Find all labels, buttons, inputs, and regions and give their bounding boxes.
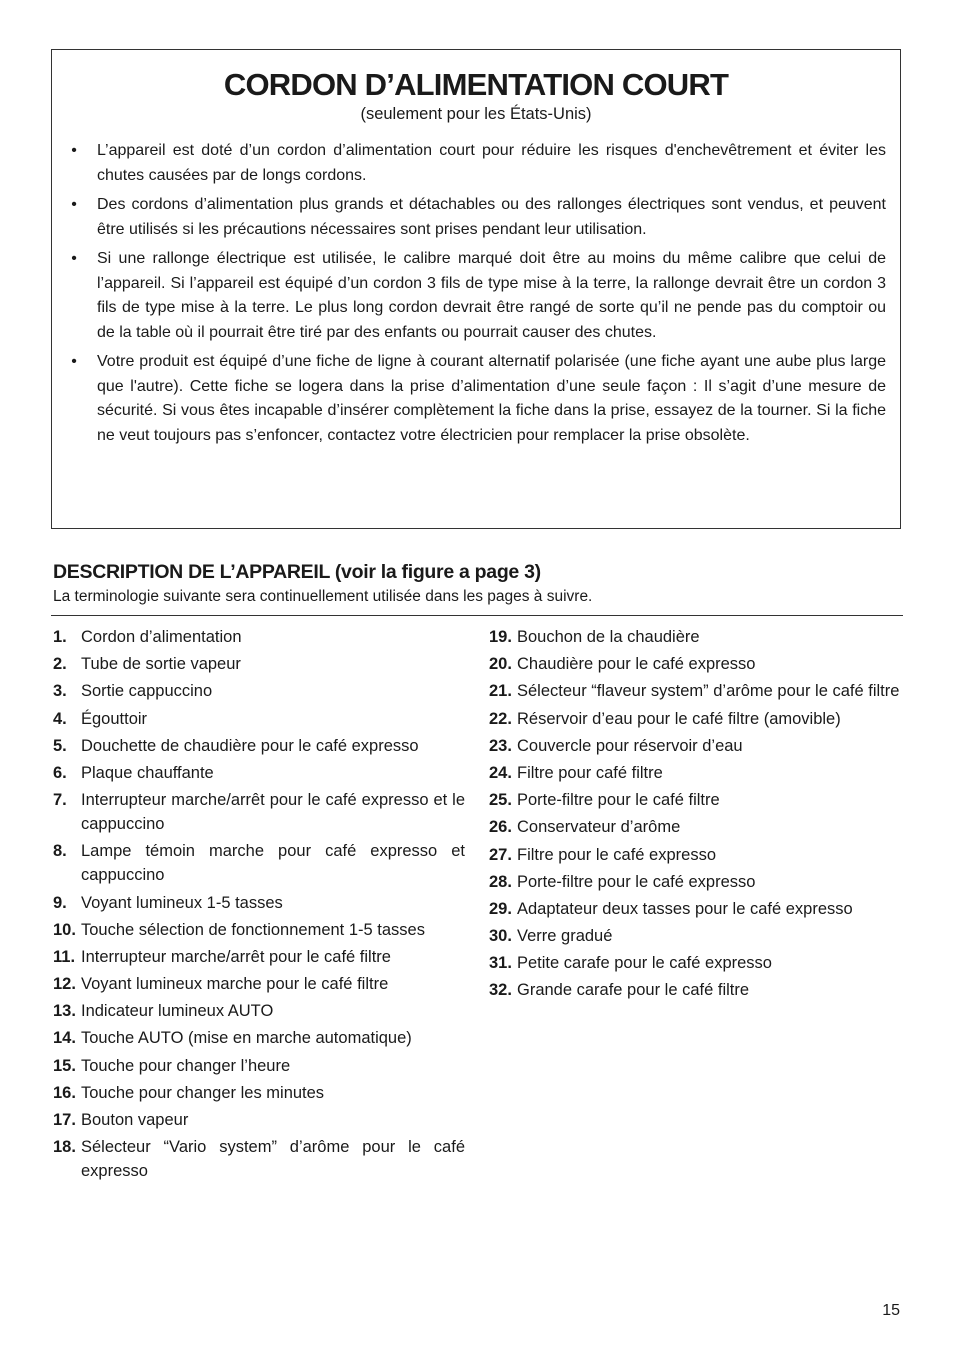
warning-bullet-item (68, 350, 886, 448)
part-number: 30. (489, 927, 512, 946)
description-heading: DESCRIPTION DE L’APPAREIL (voir la figure a page 3) (53, 561, 541, 583)
part-list-item (489, 897, 901, 921)
part-list-item (489, 924, 901, 948)
part-list-item (489, 788, 901, 812)
part-list-item (489, 625, 901, 649)
bullet-icon: • (71, 196, 77, 213)
part-list-item (53, 761, 465, 785)
warning-bullet-text: Des cordons d’alimentation plus grands et détachables ou des rallonges électriques sont vendus, et peuvent être utilisés si les précautions nécessaires sont prises pendant leur utilisation. (97, 196, 886, 238)
part-number: 32. (489, 981, 512, 1000)
part-label: Touche pour changer l’heure (81, 1056, 291, 1075)
part-label: Adaptateur deux tasses pour le café expresso (517, 899, 853, 918)
warning-title: CORDON D’ALIMENTATION COURT (223, 67, 729, 102)
part-number: 11. (53, 947, 76, 966)
part-number: 10. (53, 920, 76, 939)
parts-list-right (489, 625, 901, 1006)
part-label: Tube de sortie vapeur (81, 655, 241, 674)
warning-bullet-item (68, 139, 886, 188)
part-list-item (53, 945, 465, 969)
part-list-item (489, 815, 901, 839)
part-list-item (489, 870, 901, 894)
part-label: Sélecteur “flaveur system” d’arôme pour le café filtre (517, 682, 900, 701)
bullet-icon: • (71, 250, 77, 267)
part-list-item (53, 918, 465, 942)
part-list-item (489, 951, 901, 975)
part-list-item (53, 1054, 465, 1078)
part-list-item (489, 734, 901, 758)
part-list-item (53, 972, 465, 996)
parts-list-left (53, 625, 465, 1186)
part-list-item (489, 761, 901, 785)
bullet-icon: • (71, 142, 77, 159)
warning-bullet-item (68, 247, 886, 345)
warning-subtitle: (seulement pour les États-Unis) (360, 105, 592, 123)
part-list-item (489, 707, 901, 731)
part-label: Chaudière pour le café expresso (517, 655, 756, 674)
part-label: Bouton vapeur (81, 1111, 189, 1129)
warning-bullet-text: Votre produit est équipé d’une fiche de ligne à courant alternatif polarisée (une fiche ayant une aube plus large que l'autre). Cette fiche se logera dans la prise d’alimentation d’une seule façon : Il s’agit d’une mesure de sécurité. Si vous êtes incapable d’insérer complètement la fiche dans la prise, essayez de la tourner. Si la fiche ne veut toujours pas s’enfoncer, contactez votre électricien pour remplacer la prise obsolète. (97, 353, 886, 444)
part-label: Plaque chauffante (81, 763, 214, 782)
part-list-item (489, 679, 901, 703)
part-label: Interrupteur marche/arrêt pour le café filtre (81, 947, 391, 966)
part-list-item (53, 1081, 465, 1105)
part-number: 15. (53, 1056, 76, 1075)
part-list-item (53, 707, 465, 731)
part-label: Indicateur lumineux AUTO (81, 1002, 274, 1021)
part-label: Cordon d’alimentation (81, 628, 242, 646)
part-list-item (53, 734, 465, 758)
part-label: Bouchon de la chaudière (517, 628, 700, 646)
part-number: 6. (53, 763, 67, 782)
part-number: 4. (53, 709, 67, 728)
warning-box (51, 49, 901, 529)
part-label: Filtre pour le café expresso (517, 845, 717, 864)
part-label: Égouttoir (81, 709, 148, 728)
part-list-item (53, 679, 465, 703)
part-label: Touche sélection de fonctionnement 1-5 tasses (81, 920, 425, 939)
part-label: Voyant lumineux marche pour le café filtre (81, 975, 389, 994)
part-label: Interrupteur marche/arrêt pour le café expresso et le cappuccino (81, 791, 465, 834)
part-number: 16. (53, 1083, 76, 1102)
part-number: 19. (489, 628, 512, 646)
part-number: 22. (489, 709, 512, 728)
part-label: Douchette de chaudière pour le café expresso (81, 736, 419, 755)
part-label: Petite carafe pour le café expresso (517, 954, 772, 973)
warning-bullet-item (68, 193, 886, 242)
part-number: 28. (489, 872, 512, 891)
part-number: 27. (489, 845, 512, 864)
part-number: 18. (53, 1138, 76, 1157)
section-divider (51, 615, 903, 616)
part-number: 21. (489, 682, 512, 701)
part-label: Porte-filtre pour le café filtre (517, 791, 720, 810)
bullet-icon: • (71, 353, 77, 370)
part-list-item (53, 625, 465, 649)
part-label: Conservateur d’arôme (517, 818, 681, 837)
warning-bullet-text: Si une rallonge électrique est utilisée, le calibre marqué doit être au moins du même calibre que celui de l’appareil. Si l’appareil est équipé d’un cordon 3 fils de type mise à la terre, la rallonge devrait être un cordon 3 fils de type mise à la terre. Le plus long cordon devrait être rangé de sorte qu’il ne pende pas du comptoir ou de la table où il pourrait être tiré par des enfants ou pourrait causer des chutes. (97, 250, 886, 341)
part-number: 14. (53, 1029, 76, 1048)
part-label: Porte-filtre pour le café expresso (517, 872, 756, 891)
part-list-item (53, 652, 465, 676)
part-number: 24. (489, 763, 512, 782)
warning-bullet-text: L’appareil est doté d’un cordon d’alimentation court pour réduire les risques d'enchevêtrement et éviter les chutes causées par de longs cordons. (97, 142, 886, 184)
part-list-item (53, 891, 465, 915)
part-number: 9. (53, 893, 67, 912)
part-label: Verre gradué (517, 927, 613, 946)
part-label: Sélecteur “Vario system” d’arôme pour le café expresso (81, 1138, 465, 1181)
warning-bullet-list (68, 139, 886, 453)
part-list-item (53, 1108, 465, 1132)
part-list-item (53, 1135, 465, 1183)
page-number: 15 (882, 1302, 900, 1319)
part-number: 8. (53, 842, 67, 861)
part-number: 12. (53, 975, 76, 994)
part-number: 17. (53, 1111, 76, 1129)
part-label: Filtre pour café filtre (517, 763, 663, 782)
part-number: 26. (489, 818, 512, 837)
part-label: Touche pour changer les minutes (81, 1083, 325, 1102)
part-list-item (489, 652, 901, 676)
part-number: 13. (53, 1002, 76, 1021)
part-list-item (53, 788, 465, 836)
part-number: 1. (53, 628, 67, 646)
part-number: 31. (489, 954, 512, 973)
part-label: Lampe témoin marche pour café expresso et cappuccino (81, 842, 465, 885)
part-list-item (53, 839, 465, 887)
part-label: Réservoir d’eau pour le café filtre (amovible) (517, 709, 841, 728)
part-label: Touche AUTO (mise en marche automatique) (81, 1029, 412, 1048)
part-list-item (53, 999, 465, 1023)
part-number: 20. (489, 655, 512, 674)
part-number: 29. (489, 899, 512, 918)
part-list-item (489, 978, 901, 1002)
part-label: Grande carafe pour le café filtre (517, 981, 750, 1000)
part-number: 25. (489, 791, 512, 810)
part-number: 5. (53, 736, 67, 755)
part-list-item (53, 1026, 465, 1050)
part-number: 23. (489, 736, 512, 755)
description-intro: La terminologie suivante sera continuellement utilisée dans les pages à suivre. (53, 588, 593, 605)
part-number: 2. (53, 655, 67, 674)
part-list-item (489, 843, 901, 867)
part-label: Couvercle pour réservoir d’eau (517, 736, 743, 755)
part-label: Voyant lumineux 1-5 tasses (81, 893, 283, 912)
part-number: 7. (53, 791, 67, 810)
part-number: 3. (53, 682, 67, 701)
part-label: Sortie cappuccino (81, 682, 213, 701)
